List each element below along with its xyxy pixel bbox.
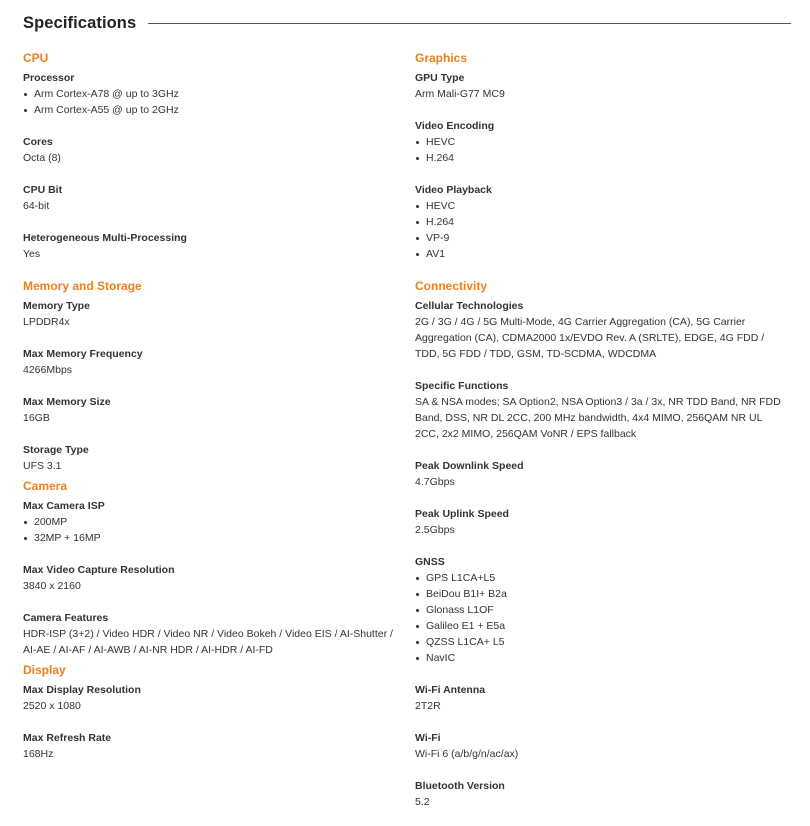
left-column xyxy=(23,50,395,778)
spec-value: 2G / 3G / 4G / 5G Multi-Mode, 4G Carrier Aggregation (CA), 5G Carrier Aggregation (CA), CDMA2000 1x/EVDO Rev. A (SRLTE), EDGE, 4G FDD / TDD, 5G FDD / TDD, GSM, TD-SCDMA, WDCDMA xyxy=(415,316,765,360)
section-cpu xyxy=(23,50,395,262)
list-item: HEVC xyxy=(415,134,787,150)
spec-max-display-resolution xyxy=(23,682,395,714)
spec-max-camera-isp xyxy=(23,498,395,546)
list-item: QZSS L1CA+ L5 xyxy=(415,634,787,650)
spec-label: Max Memory Frequency xyxy=(23,348,143,360)
spec-value: 4266Mbps xyxy=(23,364,73,376)
spec-hmp xyxy=(23,230,395,262)
spec-value: 2T2R xyxy=(415,700,441,712)
spec-gnss xyxy=(415,554,787,666)
list-item: Glonass L1OF xyxy=(415,602,787,618)
spec-max-memory-size xyxy=(23,394,395,426)
spec-value: 2.5Gbps xyxy=(415,524,455,536)
spec-label: Bluetooth Version xyxy=(415,780,505,792)
spec-label: Max Video Capture Resolution xyxy=(23,564,175,576)
spec-label: Processor xyxy=(23,72,75,84)
spec-value: UFS 3.1 xyxy=(23,460,62,472)
section-connectivity xyxy=(415,278,787,810)
page-title: Specifications xyxy=(23,13,137,32)
section-title-graphics: Graphics xyxy=(415,51,468,65)
list-item: H.264 xyxy=(415,150,787,166)
spec-label: Peak Uplink Speed xyxy=(415,508,509,520)
spec-value: SA & NSA modes; SA Option2, NSA Option3 / 3a / 3x, NR TDD Band, NR FDD Band, DSS, NR DL 2CC, 200 MHz bandwidth, 4x4 MIMO, 256QAM NR UL 2CC, 2x2 MIMO, 256QAM VoNR / EPS fallback xyxy=(415,396,781,440)
spec-label: Specific Functions xyxy=(415,380,509,392)
spec-cpu-bit xyxy=(23,182,395,214)
spec-label: Camera Features xyxy=(23,612,109,624)
list-item: H.264 xyxy=(415,214,787,230)
spec-list xyxy=(23,86,395,118)
spec-list xyxy=(415,570,787,666)
spec-value: HDR-ISP (3+2) / Video HDR / Video NR / Video Bokeh / Video EIS / AI-Shutter / AI-AE / AI-AF / AI-AWB / AI-NR HDR / AI-HDR / AI-FD xyxy=(23,628,393,656)
spec-value: 16GB xyxy=(23,412,50,424)
page-header xyxy=(23,12,791,34)
section-graphics xyxy=(415,50,787,262)
spec-label: GNSS xyxy=(415,556,445,568)
list-item: Galileo E1 + E5a xyxy=(415,618,787,634)
spec-label: Memory Type xyxy=(23,300,90,312)
spec-peak-downlink xyxy=(415,458,787,490)
section-display xyxy=(23,662,395,762)
spec-peak-uplink xyxy=(415,506,787,538)
section-title-connectivity: Connectivity xyxy=(415,279,488,293)
spec-label: CPU Bit xyxy=(23,184,63,196)
spec-value: LPDDR4x xyxy=(23,316,70,328)
spec-label: Cores xyxy=(23,136,53,148)
spec-bluetooth-version xyxy=(415,778,787,810)
spec-value: 5.2 xyxy=(415,796,430,808)
spec-label: Max Display Resolution xyxy=(23,684,141,696)
list-item: 32MP + 16MP xyxy=(23,530,395,546)
right-column xyxy=(415,50,787,826)
spec-label: Cellular Technologies xyxy=(415,300,524,312)
spec-max-refresh-rate xyxy=(23,730,395,762)
spec-value: Yes xyxy=(23,248,41,260)
spec-label: Video Playback xyxy=(415,184,492,196)
section-camera xyxy=(23,478,395,658)
spec-cores xyxy=(23,134,395,166)
list-item: 200MP xyxy=(23,514,395,530)
spec-wifi xyxy=(415,730,787,762)
list-item: Arm Cortex-A55 @ up to 2GHz xyxy=(23,102,395,118)
list-item: NavIC xyxy=(415,650,787,666)
spec-memory-type xyxy=(23,298,395,330)
spec-label: Max Memory Size xyxy=(23,396,111,408)
spec-label: Storage Type xyxy=(23,444,89,456)
spec-processor xyxy=(23,70,395,118)
section-memory xyxy=(23,278,395,474)
spec-storage-type xyxy=(23,442,395,474)
list-item: HEVC xyxy=(415,198,787,214)
spec-label: Heterogeneous Multi-Processing xyxy=(23,232,187,244)
spec-label: Max Refresh Rate xyxy=(23,732,112,744)
section-title-display: Display xyxy=(23,663,66,677)
spec-value: Arm Mali-G77 MC9 xyxy=(415,88,505,100)
spec-value: 4.7Gbps xyxy=(415,476,455,488)
spec-max-memory-frequency xyxy=(23,346,395,378)
section-title-memory: Memory and Storage xyxy=(23,279,142,293)
spec-value: 168Hz xyxy=(23,748,54,760)
list-item: Arm Cortex-A78 @ up to 3GHz xyxy=(23,86,395,102)
spec-label: Max Camera ISP xyxy=(23,500,105,512)
section-title-camera: Camera xyxy=(23,479,68,493)
spec-label: GPU Type xyxy=(415,72,465,84)
spec-label: Video Encoding xyxy=(415,120,495,132)
header-divider xyxy=(148,23,791,24)
list-item: BeiDou B1I+ B2a xyxy=(415,586,787,602)
spec-label: Wi-Fi Antenna xyxy=(415,684,486,696)
spec-cellular-technologies xyxy=(415,298,787,362)
spec-video-playback xyxy=(415,182,787,262)
spec-max-video-capture xyxy=(23,562,395,594)
spec-wifi-antenna xyxy=(415,682,787,714)
spec-video-encoding xyxy=(415,118,787,166)
list-item: VP-9 xyxy=(415,230,787,246)
spec-list xyxy=(415,198,787,262)
spec-value: 2520 x 1080 xyxy=(23,700,81,712)
spec-gpu-type xyxy=(415,70,787,102)
spec-value: 3840 x 2160 xyxy=(23,580,81,592)
spec-list xyxy=(23,514,395,546)
section-title-cpu: CPU xyxy=(23,51,49,65)
spec-value: Wi-Fi 6 (a/b/g/n/ac/ax) xyxy=(415,748,519,760)
spec-specific-functions xyxy=(415,378,787,442)
spec-camera-features xyxy=(23,610,395,658)
spec-label: Peak Downlink Speed xyxy=(415,460,524,472)
list-item: AV1 xyxy=(415,246,787,262)
spec-value: 64-bit xyxy=(23,200,50,212)
spec-list xyxy=(415,134,787,166)
spec-label: Wi-Fi xyxy=(415,732,441,744)
spec-value: Octa (8) xyxy=(23,152,61,164)
list-item: GPS L1CA+L5 xyxy=(415,570,787,586)
